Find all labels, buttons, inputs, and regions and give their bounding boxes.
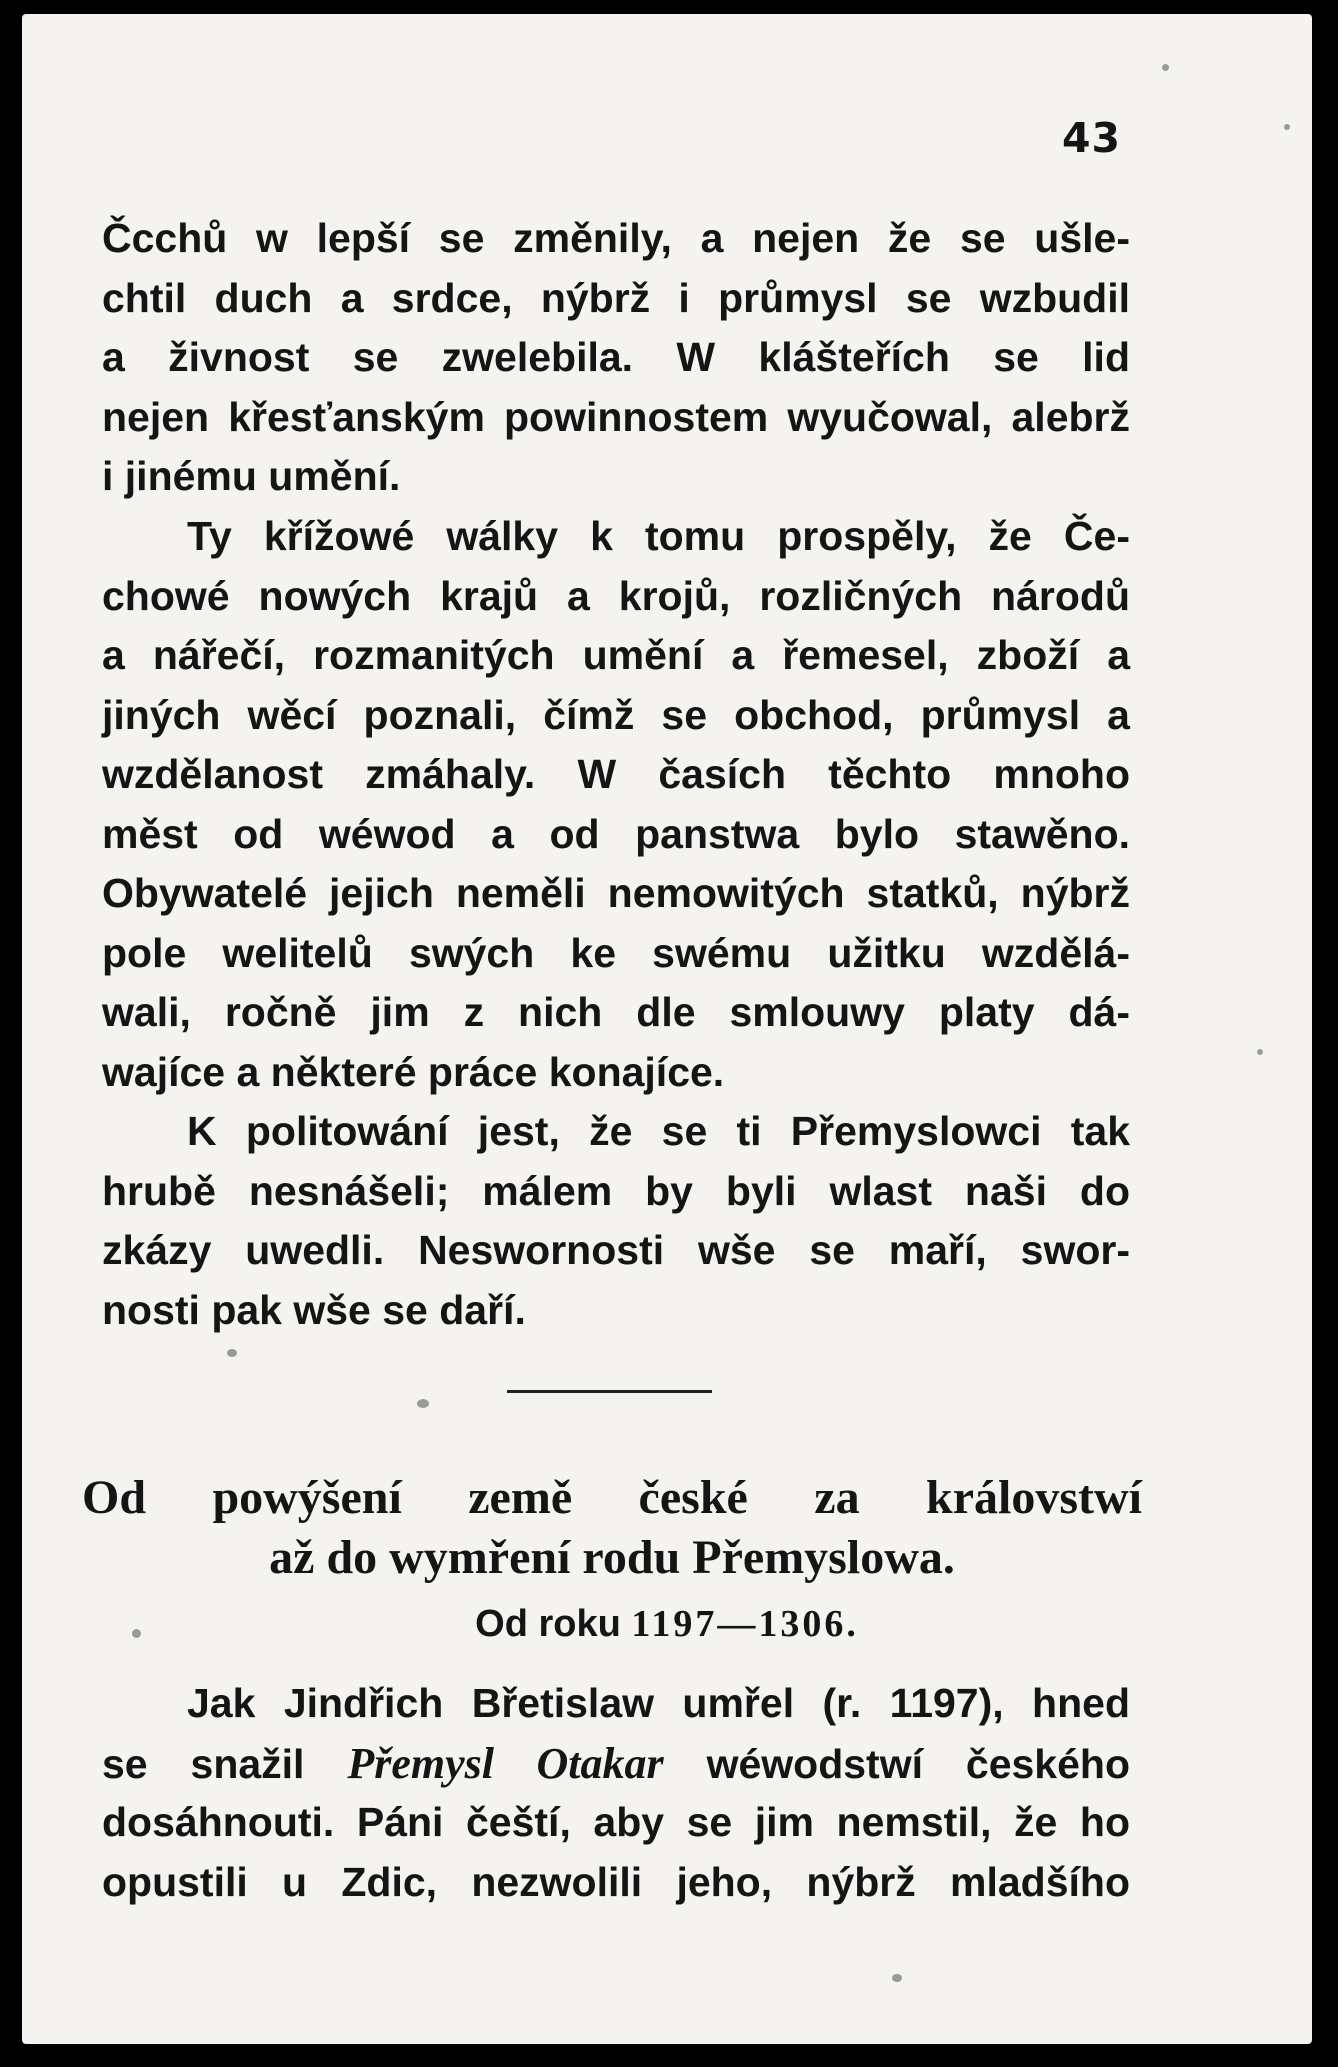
paragraph-4 bbox=[102, 1674, 1130, 1912]
scan-speck bbox=[1162, 64, 1169, 71]
paragraph-1 bbox=[102, 209, 1130, 507]
scan-speck bbox=[132, 1629, 141, 1638]
text-line: zkázy uwedli. Neswornosti wše se maří, swor- bbox=[102, 1227, 1130, 1273]
text-line: měst od wéwod a od panstwa bylo stawěno. bbox=[102, 810, 1130, 857]
scan-speck bbox=[417, 1399, 429, 1408]
text-line bbox=[102, 1734, 1130, 1794]
text-line: Ty křížowé wálky k tomu prospěly, že Če- bbox=[187, 513, 1130, 559]
text-line: wajíce a některé práce konajíce. bbox=[102, 1048, 725, 1095]
text-line: Obywatelé jejich neměli nemowitých statků, nýbrž bbox=[102, 870, 1130, 916]
text-line: nejen křesťanským powinnostem wyučowal, alebrž bbox=[102, 393, 1130, 440]
section-date-range bbox=[22, 1602, 1312, 1646]
text-line: a nářečí, rozmanitých umění a řemesel, zboží a bbox=[102, 632, 1130, 678]
text-line: pole welitelů swých ke swému užitku wzdělá- bbox=[102, 929, 1130, 976]
scan-speck bbox=[1257, 1049, 1263, 1055]
emphasized-name: Přemysl Otakar bbox=[347, 1738, 664, 1788]
page-number: 43 bbox=[1062, 114, 1122, 162]
text-line: nosti pak wše se daří. bbox=[102, 1286, 526, 1333]
scan-speck bbox=[1284, 124, 1290, 130]
text-line: chtil duch a srdce, nýbrž i průmysl se wzbudil bbox=[102, 274, 1130, 321]
heading-line: až do wymření rodu Přemyslowa. bbox=[269, 1531, 955, 1584]
text-line: jiných wěcí poznali, čímž se obchod, průmysl a bbox=[102, 691, 1130, 738]
text-line: a živnost se zwelebila. W klášteřích se lid bbox=[102, 334, 1130, 380]
text-line: Jak Jindřich Břetislaw umřel (r. 1197), hned bbox=[187, 1680, 1130, 1726]
text-line: wzdělanost zmáhaly. W časích těchto mnoho bbox=[102, 751, 1130, 797]
text-line: hrubě nesnášeli; málem by byli wlast naši do bbox=[102, 1167, 1130, 1214]
section-divider bbox=[507, 1390, 712, 1393]
text-line: K politowání jest, že se ti Přemyslowci tak bbox=[187, 1108, 1130, 1154]
section-heading bbox=[82, 1468, 1142, 1588]
date-range-label: Od roku bbox=[475, 1603, 621, 1645]
text-line: wali, ročně jim z nich dle smlouwy platy dá- bbox=[102, 989, 1130, 1035]
text-line: chowé nowých krajů a krojů, rozličných národů bbox=[102, 572, 1130, 619]
scan-speck bbox=[227, 1349, 237, 1357]
text-line: dosáhnouti. Páni čeští, aby se jim nemstil, že ho bbox=[102, 1799, 1130, 1845]
book-page bbox=[22, 14, 1312, 2044]
date-range-years: 1197—1306. bbox=[631, 1603, 859, 1645]
text-line: Čcchů w lepší se změnily, a nejen že se ušle- bbox=[102, 215, 1130, 261]
text-line: opustili u Zdic, nezwolili jeho, nýbrž mladšího bbox=[102, 1858, 1130, 1905]
heading-line: Od powýšení země české za královstwí bbox=[82, 1471, 1142, 1524]
paragraph-3 bbox=[102, 1102, 1130, 1340]
text-segment: wéwodstwí českého bbox=[706, 1740, 1130, 1787]
scan-speck bbox=[892, 1974, 902, 1982]
paragraph-2 bbox=[102, 507, 1130, 1102]
text-line: i jinému umění. bbox=[102, 453, 401, 499]
text-segment: se snažil bbox=[102, 1740, 305, 1787]
